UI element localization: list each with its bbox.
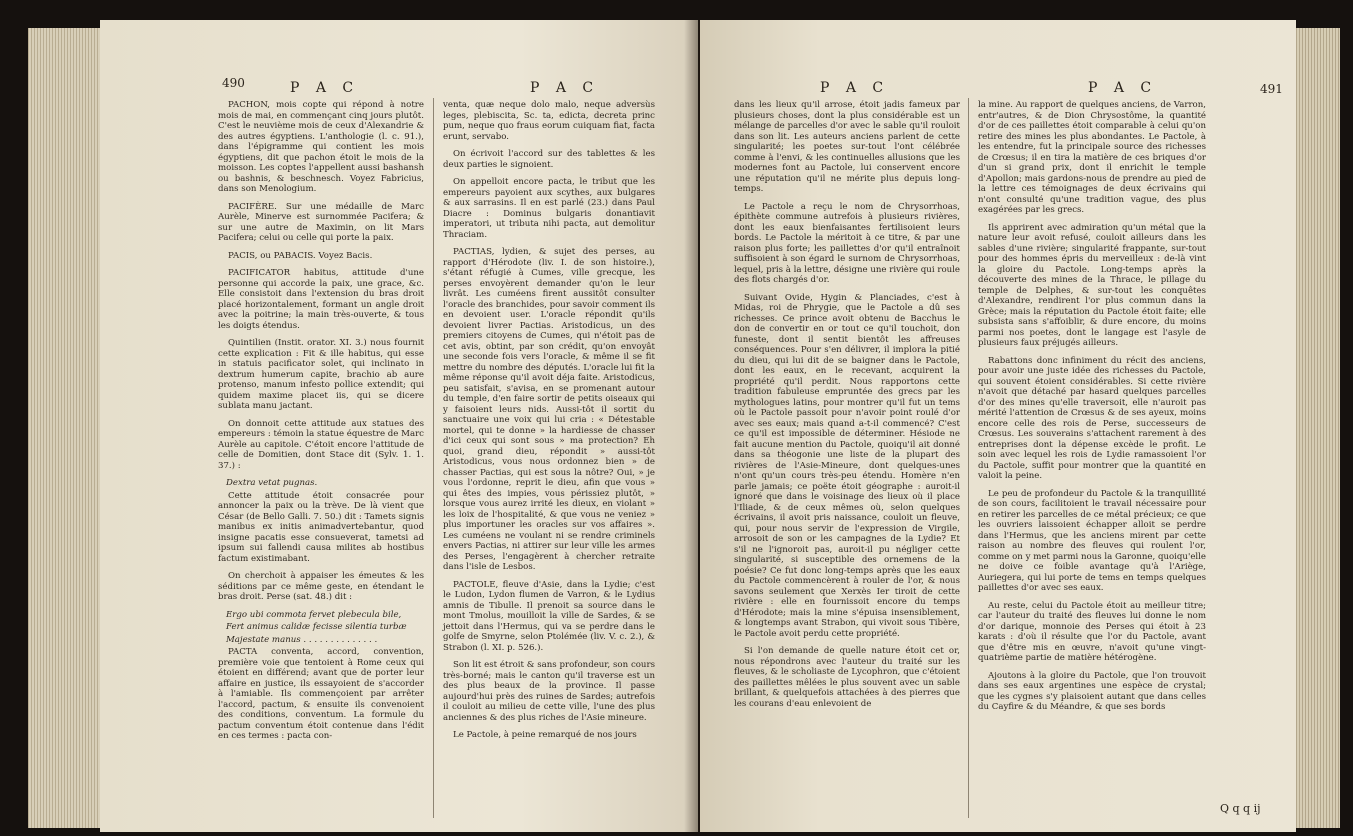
paragraph: PACHON, mois copte qui répond à notre mois de mai, en commençant cinq jours plutôt. C'est le neuvième mois de ceux d'Alexandrie & des autres égyptiens. L'anthologie (l. c. 91.), dans l'épigramme qui contient les mois égyptiens, dit que pachon étoit le mois de la moisson. Les coptes l'appellent aussi bashansh ou bashnis, & beschnesch. Voyez Fabricius, dans son Menologium. (218, 100, 424, 194)
right-page-number: 491 (1260, 82, 1283, 96)
paragraph: PACIFÈRE. Sur une médaille de Marc Aurèle, Minerve est surnommée Pacifera; & sur une autre de Maximin, on lit Mars Pacifera; celui ou celle qui porte la paix. (218, 201, 424, 243)
left-column-2 (443, 100, 655, 748)
paragraph: On écrivoit l'accord sur des tablettes & les deux parties le signoient. (443, 149, 655, 170)
paragraph: PACIFICATOR habitus, attitude d'une personne qui accorde la paix, une grace, &c. Elle consistoit dans l'extension du bras droit placé horizontalement, formant un angle droit avec la poitrine; la main très-ouverte, & tous les doigts étendus. (218, 268, 424, 331)
right-column-2 (978, 100, 1206, 720)
paragraph: dans les lieux qu'il arrose, étoit jadis fameux par plusieurs choses, dont la plus considérable est un mélange de parcelles d'or avec le sable qu'il rouloit dans son lit. Les auteurs anciens parlent de cette singularité; les poetes sur-tout l'ont célébrée comme à l'envi, & les continuelles allusions que les modernes font au Pactole, lui conservent encore une réputation qu'il ne mérite plus depuis long-temps. (734, 100, 960, 194)
paragraph: Le Pactole a reçu le nom de Chrysorrhoas, épithète commune autrefois à plusieurs rivières, dont les eaux bienfaisantes fertilisoient leurs bords. Le Pactole la méritoit à ce titre, & par une raison plus forte; les paillettes d'or qu'il entraînoit suffisoient à son égard le surnom de Chrysorrhoas, lequel, pris à la lettre, désigne une rivière qui roule des flots chargés d'or. (734, 201, 960, 285)
paragraph: Quintilien (Instit. orator. XI. 3.) nous fournit cette explication : Fit & ille habitus, qui esse in statuis pacificator solet, qui inclinato in dextrum humerum capite, brachio ab aure protenso, manum infesto pollice extendit; qui quidem maxime placet iis, qui se dicere sublata manu jactant. (218, 338, 424, 411)
paragraph: Rabattons donc infiniment du récit des anciens, pour avoir une juste idée des richesses du Pactole, qui souvent étoient considérables. Si cette rivière n'avoit que détaché par hasard quelques parcelles d'or des mines qu'elle traversoit, elle n'auroit pas mérité l'attention de Crœsus & de ses ayeux, moins encore celle des rois de Perse, successeurs de Crœsus. Les souverains s'attachent rarement à des entreprises dont la dépense excède le profit. Le soin avec lequel les rois de Lydie ramassoient l'or du Pactole, suffit pour montrer que la quantité en valoit la peine. (978, 355, 1206, 481)
paragraph: Au reste, celui du Pactole étoit au meilleur titre; car l'auteur du traité des fleuves lui donne le nom d'or darique, monnoie des Perses qui étoit à 23 karats : d'où il résulte que l'or du Pactole, avant que d'être mis en œuvre, n'avoit qu'une vingt-quatrième partie de matière hétérogène. (978, 600, 1206, 663)
paragraph: Dextra vetat pugnas. (226, 478, 318, 488)
right-column-1 (734, 100, 960, 716)
paragraph: Fert animus calidæ fecisse silentia turbæ (226, 622, 407, 632)
paragraph: On appelloit encore pacta, le tribut que les empereurs payoient aux scythes, aux bulgares & aux sarrasins. Il en est parlé (23.) dans Paul Diacre : Dominus bulgaris donantiavit imperatori, ut tributa nihi pacta, aut demolitur Thraciam. (443, 177, 655, 240)
right-page-edges (1290, 28, 1340, 828)
paragraph: PACTOLE, fleuve d'Asie, dans la Lydie; c'est le Ludon, Lydon flumen de Varron, & le Lydius amnis de Tibulle. Il prenoit sa source dans le mont Tmolus, mouilloit la ville de Sardes, & se jettoit dans l'Hermus, qui va se perdre dans le golfe de Smyrne, selon Ptolémée (liv. V. c. 2.), & Strabon (l. XI. p. 526.). (443, 579, 655, 653)
signature-mark: Q q q ij (1220, 802, 1261, 815)
paragraph: la mine. Au rapport de quelques anciens, de Varron, entr'autres, & de Dion Chrysostôme, la quantité d'or de ces paillettes étoit comparable à celui qu'on retire des mines les plus abondantes. Le Pactole, à les entendre, fut la principale source des richesses de Crœsus; il en tira la matière de ces briques d'or d'un si grand prix, dont il enrichit le temple d'Apollon; mais gardons-nous de prendre au pied de la lettre ces témoignages de deux écrivains qui n'ont consulté qu'une tradition vague, des plus exagérées par les grecs. (978, 100, 1206, 215)
paragraph: Ils apprirent avec admiration qu'un métal que la nature leur avoit refusé, couloit ailleurs dans les sables d'une rivière; singularité frappante, sur-tout pour des hommes épris du merveilleux : de-là vint la gloire du Pactole. Long-temps après la découverte des mines de la Thrace, le pillage du temple de Delphes, & sur-tout les conquêtes d'Alexandre, rendirent l'or plus commun dans la Grèce; mais la réputation du Pactole étoit faite; elle subsista sans s'affoiblir, & dure encore, du moins parmi nos poetes, dont le langage est l'asyle de plusieurs faux préjugés ailleurs. (978, 222, 1206, 348)
paragraph: Si l'on demande de quelle nature étoit cet or, nous répondrons avec l'auteur du traité sur les fleuves, & le scholiaste de Lycophron, que c'étoient des paillettes mêlées le plus souvent avec un sable brillant, & quelquefois attachées à des pierres que les courans d'eau enlevoient de (734, 646, 960, 709)
left-page-edges (28, 28, 108, 828)
paragraph: Suivant Ovide, Hygin & Planciades, c'est à Midas, roi de Phrygie, que le Pactole a dû ses richesses. Ce prince avoit obtenu de Bacchus le don de convertir en or tout ce qu'il touchoit, don funeste, dont il sentit bientôt les affreuses conséquences. Pour s'en délivrer, il implora la pitié du dieu, qui lui dit de se baigner dans le Pactole, dont les eaux, en le recevant, acquirent la propriété qu'il perdit. Nous rapportons cette tradition fabuleuse empruntée des grecs par les mythologues latins, pour montrer qu'il fut un tems où le Pactole passoit pour n'avoir point roulé d'or avec ses eaux; mais quand a-t-il commencé? C'est ce qu'il est impossible de déterminer. Hésiode ne fait aucune mention du Pactole, quoiqu'il ait donné dans sa théogonie une liste de la plupart des rivières de l'Asie-Mineure, dont quelques-unes n'ont qu'un cours très-peu étendu. Homère n'en parle jamais; ce poëte étoit géographe : auroit-il ignoré que dans le voisinage des lieux où il place l'Iliade, & de ceux mêmes où, selon quelques écrivains, il avoit pris naissance, couloit un fleuve, qui, pour nous servir de l'expression de Virgile, arrosoit de son or les campagnes de la Lydie? Et s'il ne l'ignoroit pas, auroit-il pu négliger cette singularité, si susceptible des ornemens de la poésie? Ce fut donc long-temps après que les eaux du Pactole commencèrent à rouler de l'or, & nous savons seulement que Xerxès Ier tiroit de cette rivière : elle en fournissoit encore du temps d'Hérodote; mais la mine s'épuisa insensiblement, & longtemps avant Strabon, qui vivoit sous Tibère, le Pactole avoit perdu cette propriété. (734, 292, 960, 639)
paragraph: On cherchoit à appaiser les émeutes & les séditions par ce même geste, en étendant le bras droit. Perse (sat. 48.) dit : (218, 571, 424, 602)
paragraph: Cette attitude étoit consacrée pour annoncer la paix ou la trève. De là vient que César (de Bello Galli. 7. 50.) dit : Tamets signis manibus ex initis animadvertebantur, quod insigne pacatis esse consueverat, tametsi ad ipsum sui fallendi causa milites ab hostibus factum existimabant. (218, 490, 424, 564)
paragraph: On donnoit cette attitude aux statues des empereurs : témoin la statue équestre de Marc Aurèle au capitole. C'étoit encore l'attitude de celle de Domitien, dont Stace dit (Sylv. 1. 1. 37.) : (218, 418, 424, 471)
paragraph: PACIS, ou PABACIS. Voyez Bacis. (228, 250, 373, 261)
paragraph: Son lit est étroit & sans profondeur, son cours très-borné; mais le canton qu'il traverse est un des plus beaux de la province. Il passe aujourd'hui près des ruines de Sardes; autrefois il couloit au milieu de cette ville, l'une des plus anciennes & des plus riches de l'Asie mineure. (443, 660, 655, 723)
left-running-head-1: P A C (290, 80, 360, 96)
paragraph: PACTIAS, lydien, & sujet des perses, au rapport d'Hérodote (liv. I. de son histoire.), s'étant réfugié à Cumes, ville grecque, les perses envoyèrent demander qu'on le leur livrât. Les cuméens firent aussitôt consulter l'oracle des branchides, pour savoir comment ils en devoient user. L'oracle répondit qu'ils devoient livrer Pactias. Aristodicus, un des premiers citoyens de Cumes, qui n'étoit pas de cet avis, obtint, par son crédit, qu'on envoyât une seconde fois vers l'oracle, & même il se fit mettre du nombre des députés. L'oracle lui fit la même réponse qu'il avoit déja faite. Aristodicus, peu satisfait, s'avisa, en se promenant autour du temple, d'en faire sortir de petits oiseaux qui y faisoient leurs nids. Aussi-tôt il sortit du sanctuaire une voix qui lui cria : « Détestable mortel, qui te donne » la hardiesse de chasser d'ici ceux qui sont sous » ma protection? Eh quoi, grand dieu, répondit » aussi-tôt Aristodicus, vous nous ordonnez bien » de chasser Pactias, qui est sous la nôtre? Oui, » je vous l'ordonne, reprit le dieu, afin que vous » qui êtes des impies, vous périssiez plutôt, » lorsque vous aurez irrité les dieux, en violant » les loix de l'hospitalité, & que vous ne veniez » plus importuner les oracles sur vos affaires ». Les cuméens ne voulant ni se rendre criminels envers Pactias, ni attirer sur leur ville les armes des Perses, l'engagèrent à chercher retraite dans l'isle de Lesbos. (443, 247, 655, 572)
paragraph: Majestate manus . . . . . . . . . . . . . . (226, 634, 378, 645)
left-page (100, 20, 698, 832)
paragraph: Le Pactole, à peine remarqué de nos jours (453, 730, 637, 740)
left-running-head-2: P A C (530, 80, 600, 96)
paragraph: Ergo ubi commota fervet plebecula bile, (226, 609, 402, 620)
column-rule (968, 98, 969, 818)
left-page-number: 490 (222, 76, 245, 90)
paragraph: Le peu de profondeur du Pactole & la tranquillité de son cours, facilitoient le travail nécessaire pour en retirer les parcelles de ce métal précieux; ce que les ouvriers laissoient échapper alloit se perdre dans l'Hermus, que les anciens mirent par cette raison au nombre des fleuves qui roulent l'or, comme on y met parmi nous la Garonne, quoiqu'elle ne doive ce foible avantage qu'à l'Ariège, Auriegera, qui lui porte de tems en temps quelques paillettes d'or avec ses eaux. (978, 488, 1206, 593)
paragraph: PACTA conventa, accord, convention, première voie que tentoient à Rome ceux qui étoient en différend; avant que de porter leur affaire en justice, ils essayoient de s'accorder à l'amiable. Ils commençoient par arrêter l'accord, pactum, & ensuite ils convenoient des conditions, conventum. La formule du pactum conventum étoit contenue dans l'édit en ces termes : pacta con- (218, 647, 424, 741)
paragraph: Ajoutons à la gloire du Pactole, que l'on trouvoit dans ses eaux argentines une espèce de crystal; que les cygnes s'y plaisoient autant que dans celles du Cayfire & du Méandre, & que ses bords (978, 670, 1206, 712)
left-column-1 (218, 100, 424, 749)
right-running-head-1: P A C (820, 80, 890, 96)
column-rule (433, 98, 434, 818)
paragraph: venta, quæ neque dolo malo, neque adversùs leges, plebiscita, Sc. ta, edicta, decreta princ pum, neque quo fraus eorum cuiquam fiat, facta erunt, servabo. (443, 100, 655, 142)
right-page (700, 20, 1296, 832)
right-running-head-2: P A C (1088, 80, 1158, 96)
